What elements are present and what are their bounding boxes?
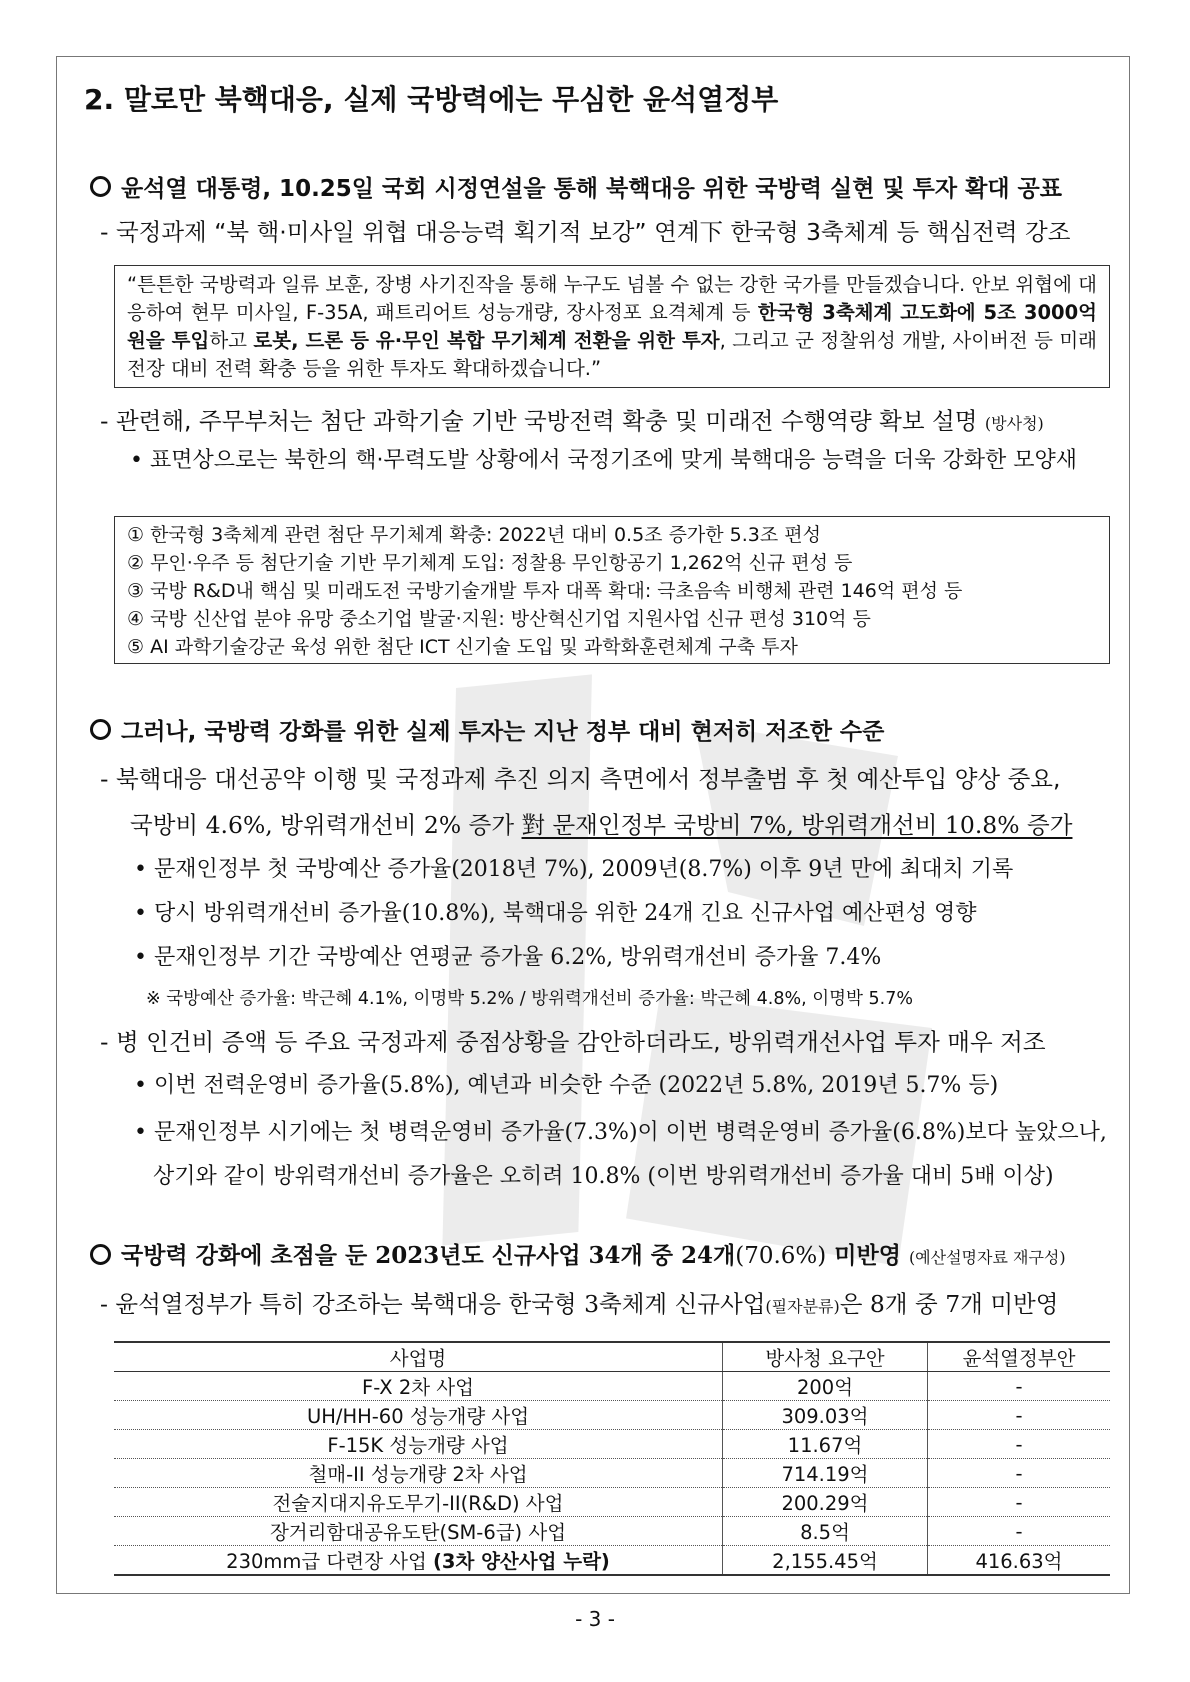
section-3-heading [90, 1237, 1066, 1270]
budget-item: ③ 국방 R&D내 핵심 및 미래도전 국방기술개발 투자 대폭 확대: 극초음속 비행체 관련 146억 편성 등 [127, 580, 963, 602]
government-amount: - [928, 1459, 1111, 1488]
government-amount: - [928, 1488, 1111, 1517]
project-name: 장거리함대공유도탄(SM-6급) 사업 [114, 1517, 723, 1546]
section-2-bullet-1: • 문재인정부 첫 국방예산 증가율(2018년 7%), 2009년(8.7%) 이후 9년 만에 최대치 기록 [134, 857, 1014, 882]
project-name: UH/HH-60 성능개량 사업 [114, 1401, 723, 1430]
section-3-heading-text: 국방력 강화에 초점을 둔 2023년도 신규사업 34개 중 24개 [121, 1242, 736, 1269]
source-note: (방사청) [984, 414, 1044, 433]
circle-bullet-icon [90, 719, 111, 740]
section-3-dash-1-text-b: 은 8개 중 7개 미반영 [839, 1290, 1059, 1318]
request-amount: 200.29억 [723, 1488, 928, 1517]
quote-bold-1: 한국형 3축체계 고도화에 5조 3000억원을 투입 [127, 301, 1097, 352]
circle-bullet-icon [90, 176, 111, 197]
request-amount: 8.5억 [723, 1517, 928, 1546]
section-3-dash-1-text-a: - 윤석열정부가 특히 강조하는 북핵대응 한국형 3축체계 신규사업 [100, 1290, 766, 1318]
project-name [114, 1546, 723, 1576]
government-amount: - [928, 1517, 1111, 1546]
table-row [114, 1430, 1110, 1459]
quote-text-3: , 그리고 군 정찰위성 개발, 사이버전 등 미래전장 대비 전력 확충 등을 위한 투자도 확대하겠습니다.” [127, 329, 1097, 380]
budget-item: ② 무인·우주 등 첨단기술 기반 무기체계 도입: 정찰용 무인항공기 1,262억 신규 편성 등 [127, 552, 853, 574]
table-row [114, 1372, 1110, 1401]
table-header: 윤석열정부안 [928, 1342, 1111, 1372]
project-name-text: 230mm급 다련장 사업 [226, 1550, 433, 1573]
government-amount: - [928, 1430, 1111, 1459]
request-amount: 11.67억 [723, 1430, 928, 1459]
section-1-heading [90, 170, 1062, 203]
section-3-source-note: (예산설명자료 재구성) [908, 1248, 1066, 1267]
project-table [114, 1341, 1110, 1576]
table-row [114, 1488, 1110, 1517]
government-amount: - [928, 1401, 1111, 1430]
section-2-heading-text: 그러나, 국방력 강화를 위한 실제 투자는 지난 정부 대비 현저히 저조한 수준 [121, 719, 885, 745]
section-3-heading-pct: (70.6%) [735, 1243, 827, 1269]
section-1-bullet-1: • 표면상으로는 북한의 핵·무력도발 상황에서 국정기조에 맞게 북핵대응 능력을 더욱 강화한 모양새 [130, 448, 1077, 473]
section-2-bullet-5b: 상기와 같이 방위력개선비 증가율은 오히려 10.8% (이번 방위력개선비 증가율 대비 5배 이상) [153, 1164, 1054, 1189]
section-2-note: ※ 국방예산 증가율: 박근혜 4.1%, 이명박 5.2% / 방위력개선비 증가율: 박근혜 4.8%, 이명박 5.7% [146, 989, 913, 1009]
table-header-row [114, 1342, 1110, 1372]
section-1-heading-text: 윤석열 대통령, 10.25일 국회 시정연설을 통해 북핵대응 위한 국방력 실현 및 투자 확대 공표 [121, 176, 1062, 202]
table-row [114, 1401, 1110, 1430]
quote-bold-2: 로봇, 드론 등 유·무인 복합 무기체계 전환을 위한 투자 [253, 329, 720, 352]
project-name: 철매-II 성능개량 2차 사업 [114, 1459, 723, 1488]
table-header: 사업명 [114, 1342, 723, 1372]
request-amount: 714.19억 [723, 1459, 928, 1488]
section-2-bullet-3: • 문재인정부 기간 국방예산 연평균 증가율 6.2%, 방위력개선비 증가율 7.4% [134, 945, 882, 970]
section-3-dash-1-small: (필자분류) [765, 1297, 840, 1316]
government-amount: 416.63억 [928, 1546, 1111, 1576]
government-amount: - [928, 1372, 1111, 1401]
section-2-heading [90, 713, 884, 746]
section-2-dash-1b [130, 806, 1072, 840]
table-row [114, 1517, 1110, 1546]
speech-quote-box [114, 265, 1110, 388]
quote-text-1: “튼튼한 국방력과 일류 보훈, 장병 사기진작을 통해 누구도 넘볼 수 없는 강한 국가를 만들겠습니다. 안보 위협에 대응하여 현무 미사일, F-35A, 패트리어트 성능개량, 장사정포 요격체계 등 [127, 273, 1097, 324]
table-header: 방사청 요구안 [723, 1342, 928, 1372]
quote-text-2: 하고 [209, 329, 254, 352]
page-title: 2. 말로만 북핵대응, 실제 국방력에는 무심한 윤석열정부 [84, 83, 779, 116]
section-3-heading-tail: 미반영 [826, 1242, 901, 1269]
section-2-bullet-4: • 이번 전력운영비 증가율(5.8%), 예년과 비슷한 수준 (2022년 5.8%, 2019년 5.7% 등) [134, 1073, 999, 1098]
section-2-dash-2: - 병 인건비 증액 등 주요 국정과제 중점상황을 감안하더라도, 방위력개선사업 투자 매우 저조 [100, 1028, 1046, 1056]
project-name: F-15K 성능개량 사업 [114, 1430, 723, 1459]
request-amount: 309.03억 [723, 1401, 928, 1430]
section-3-dash-1 [100, 1285, 1058, 1319]
section-1-dash-2-text: - 관련해, 주무부처는 첨단 과학기술 기반 국방전력 확충 및 미래전 수행역량 확보 설명 [100, 407, 978, 435]
page-number: - 3 - [575, 1607, 615, 1631]
budget-item: ⑤ AI 과학기술강군 육성 위한 첨단 ICT 신기술 도입 및 과학화훈련체계 구축 투자 [127, 636, 798, 658]
project-name: F-X 2차 사업 [114, 1372, 723, 1401]
table-row [114, 1546, 1110, 1576]
circle-bullet-icon [90, 1244, 111, 1265]
budget-item: ① 한국형 3축체계 관련 첨단 무기체계 확충: 2022년 대비 0.5조 증가한 5.3조 편성 [127, 524, 821, 546]
project-name-bold-note: (3차 양산사업 누락) [432, 1550, 610, 1573]
section-2-bullet-5a: • 문재인정부 시기에는 첫 병력운영비 증가율(7.3%)이 이번 병력운영비 증가율(6.8%)보다 높았으나, [134, 1120, 1107, 1145]
underlined-comparison: 對 문재인정부 국방비 7%, 방위력개선비 10.8% 증가 [521, 811, 1073, 839]
project-name: 전술지대지유도무기-II(R&D) 사업 [114, 1488, 723, 1517]
section-2-dash-1b-text: 국방비 4.6%, 방위력개선비 2% 증가 [130, 811, 522, 839]
budget-item: ④ 국방 신산업 분야 유망 중소기업 발굴·지원: 방산혁신기업 지원사업 신규 편성 310억 등 [127, 608, 871, 630]
section-1-dash-2 [100, 402, 1044, 436]
table-row [114, 1459, 1110, 1488]
budget-items-box [114, 516, 1110, 664]
request-amount: 2,155.45억 [723, 1546, 928, 1576]
request-amount: 200억 [723, 1372, 928, 1401]
section-1-dash-1: - 국정과제 “북 핵·미사일 위협 대응능력 획기적 보강” 연계下 한국형 3축체계 등 핵심전력 강조 [100, 218, 1071, 246]
section-2-dash-1a: - 북핵대응 대선공약 이행 및 국정과제 추진 의지 측면에서 정부출범 후 첫 예산투입 양상 중요, [100, 765, 1061, 793]
section-2-bullet-2: • 당시 방위력개선비 증가율(10.8%), 북핵대응 위한 24개 긴요 신규사업 예산편성 영향 [134, 901, 977, 926]
